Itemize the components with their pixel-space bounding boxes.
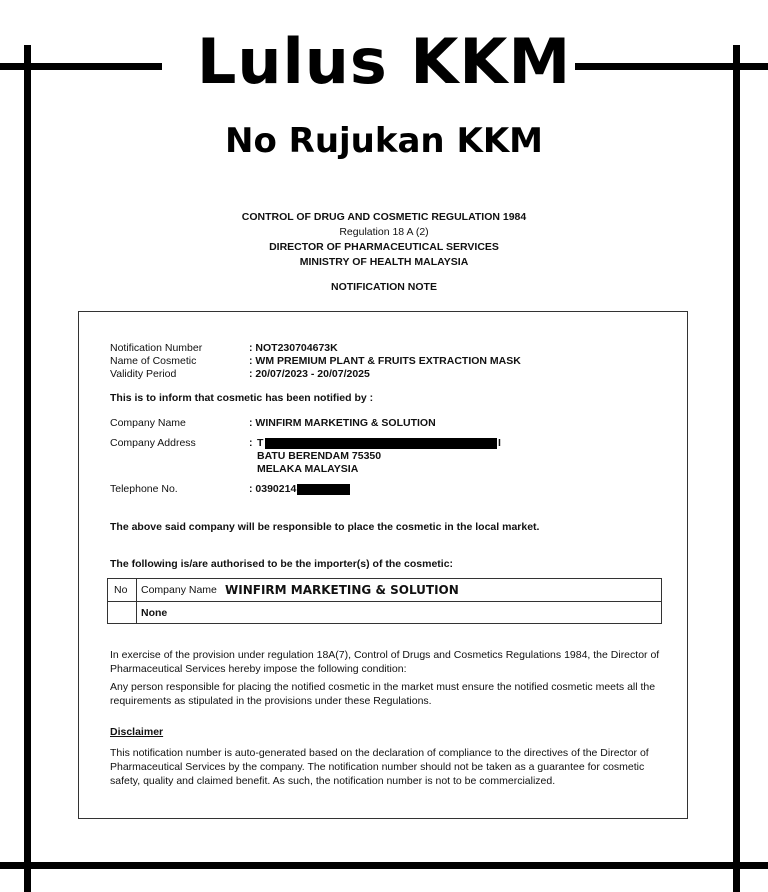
table-column-divider — [136, 579, 137, 623]
disclaimer-title: Disclaimer — [110, 726, 164, 738]
importer-row-value: None — [141, 607, 168, 619]
frame-bottom — [0, 862, 768, 869]
cosmetic-name-value: : WM PREMIUM PLANT & FRUITS EXTRACTION MASK — [249, 355, 521, 367]
importer-company-overlay: WINFIRM MARKETING & SOLUTION — [225, 583, 459, 597]
header-line: CONTROL OF DRUG AND COSMETIC REGULATION 1984 — [241, 211, 527, 223]
cosmetic-name-label: Name of Cosmetic — [110, 355, 197, 367]
banner-subtitle: No Rujukan KKM — [224, 121, 544, 161]
inform-line: This is to inform that cosmetic has been notified by : — [110, 392, 374, 404]
condition-text: Any person responsible for placing the notified cosmetic in the market must ensure the notified cosmetic meets all the requirements as stipulated in the provisions under these Regulations. — [110, 681, 656, 707]
validity-value: : 20/07/2023 - 20/07/2025 — [249, 368, 370, 380]
company-address-line1-lead: T — [257, 437, 264, 449]
notification-number-value: : NOT230704673K — [249, 342, 338, 354]
importer-line: The following is/are authorised to be the importer(s) of the cosmetic: — [110, 558, 454, 570]
header-line: MINISTRY OF HEALTH MALAYSIA — [299, 256, 469, 268]
telephone-label: Telephone No. — [110, 483, 178, 495]
banner-title: Lulus KKM — [196, 25, 572, 98]
notification-number-label: Notification Number — [110, 342, 203, 354]
disclaimer-text: This notification number is auto-generated based on the declaration of compliance to the directives of the Director of Pharmaceutical Services by the company. The notification number should not be taken as a guarantee for cosmetic safety, quality and claimed benefit. As such, the notification number is not to be commercialized. — [110, 747, 649, 787]
company-name-label: Company Name — [110, 417, 186, 429]
redacted-telephone — [297, 484, 350, 495]
responsible-line: The above said company will be responsible to place the cosmetic in the local market. — [110, 521, 540, 533]
table-header-no: No — [114, 584, 128, 596]
table-divider — [108, 601, 661, 602]
importer-table — [107, 578, 662, 624]
company-name-value: : WINFIRM MARKETING & SOLUTION — [249, 417, 436, 429]
telephone-value: : 0390214 — [249, 483, 297, 495]
company-address-row — [79, 437, 687, 477]
company-address-line2: BATU BERENDAM 75350 — [257, 450, 382, 462]
frame-left — [24, 45, 31, 892]
frame-right — [733, 45, 740, 892]
regulation-header — [150, 210, 618, 270]
notification-document — [78, 311, 688, 819]
company-address-line3: MELAKA MALAYSIA — [257, 463, 359, 475]
company-address-prefix: : — [249, 437, 253, 449]
header-line: DIRECTOR OF PHARMACEUTICAL SERVICES — [269, 241, 499, 253]
provision-text: In exercise of the provision under regulation 18A(7), Control of Drugs and Cosmetics Regulations 1984, the Director of Pharmaceutical Services hereby impose the following condition: — [110, 649, 660, 675]
header-line: Regulation 18 A (2) — [339, 226, 429, 238]
table-header-company-name: Company Name — [141, 584, 217, 596]
notification-note-title: NOTIFICATION NOTE — [331, 281, 437, 293]
validity-label: Validity Period — [110, 368, 177, 380]
company-address-label: Company Address — [110, 437, 196, 449]
redacted-address — [265, 438, 497, 449]
company-address-line1-tail: I — [498, 437, 501, 449]
